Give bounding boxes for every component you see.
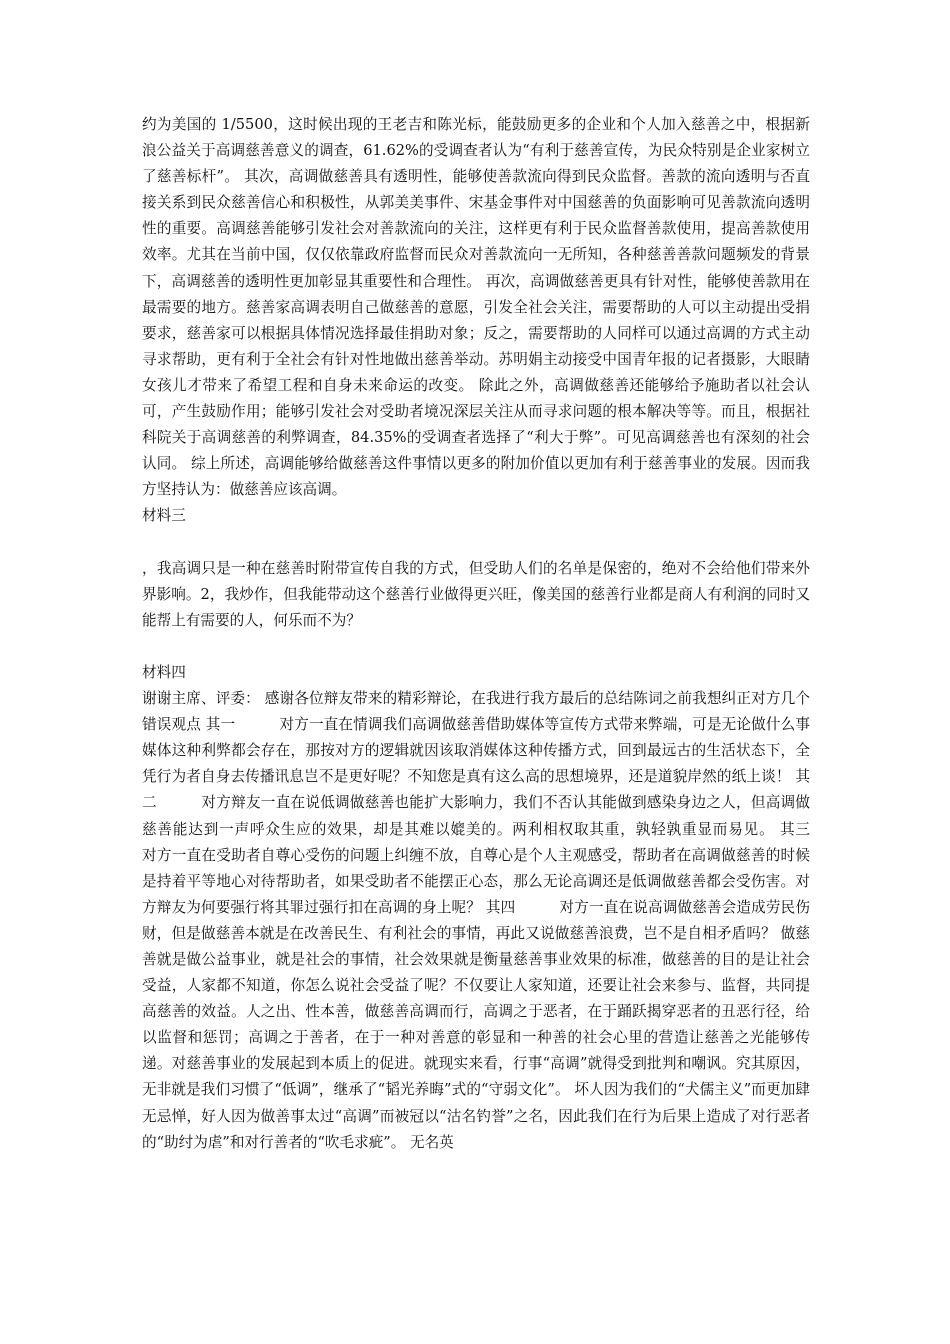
paragraph-material-3: ，我高调只是一种在慈善时附带宣传自我的方式，但受助人们的名单是保密的，绝对不会给他们带来外界影响。2，我炒作，但我能带动这个慈善行业做得更兴旺，像美国的慈善行业都是商人有利润的同时又能帮上有需要的人，何乐而不为？	[142, 559, 810, 629]
paragraph-material-4: 谢谢主席、评委： 感谢各位辩友带来的精彩辩论，在我进行我方最后的总结陈词之前我想纠正对方几个错误观点 其一 对方一直在情调我们高调做慈善借助媒体等宣传方式带来弊端，可是无论做什么事媒体这种利弊都会存在，那按对方的逻辑就因该取消媒体这种传播方式，回到最远古的生活状态下，全凭行为者自身去传播讯息岂不是更好呢？不知您是真有这么高的思想境界，还是道貌岸然的纸上谈！ 其二 对方辩友一直在说低调做慈善也能扩大影响力，我们不否认其能做到感染身边之人，但高调做慈善能达到一声呼众生应的效果，却是其难以媲美的。两利相权取其重，孰轻孰重显而易见。 其三 对方一直在受助者自尊心受伤的问题上纠缠不放，自尊心是个人主观感受，帮助者在高调做慈善的时候是持着平等地心对待帮助者，如果受助者不能摆正心态，那么无论高调还是低调做慈善都会受伤害。对方辩友为何要强行将其罪过强行扣在高调的身上呢？ 其四 对方一直在说高调做慈善会造成劳民伤财，但是做慈善本就是在改善民生、有利社会的事情，再此又说做慈善浪费，岂不是自相矛盾吗？ 做慈善就是做公益事业，就是社会的事情，社会效果就是衡量慈善事业效果的标准，做慈善的目的是让社会受益，人家都不知道，你怎么说社会受益了呢？不仅要让人家知道，还要让社会来参与、监督，共同提高慈善的效益。人之出、性本善，做慈善高调而行，高调之于恶者，在于踊跃揭穿恶者的丑恶行径，给以监督和惩罚；高调之于善者，在于一种对善意的彰显和一种善的社会心里的营造让慈善之光能够传递。对慈善事业的发展起到本质上的促进。就现实来看，行事“高调”就得受到批判和嘲讽。究其原因，无非就是我们习惯了“低调”，继承了“韬光养晦”式的“守弱文化”。 坏人因为我们的“犬儒主义”而更加肆无忌惮，好人因为做善事太过“高调”而被冠以“沽名钓誉”之名，因此我们在行为后果上造成了对行恶者的“助纣为虐”和对行善者的“吹毛求疵”。 无名英	[142, 690, 854, 1151]
blank-line	[142, 634, 810, 660]
section-heading-material-4: 材料四	[142, 663, 186, 681]
document-body	[142, 112, 854, 1156]
section-heading-material-3: 材料三	[142, 507, 186, 525]
blank-line	[142, 530, 810, 556]
paragraph-continued-argument: 约为美国的 1/5500，这时候出现的王老吉和陈光标，能鼓励更多的企业和个人加入慈善之中，根据新浪公益关于高调慈善意义的调查，61.62%的受调查者认为“有利于慈善宣传，为民众特别是企业家树立了慈善标杆”。 其次，高调做慈善具有透明性，能够使善款流向得到民众监督。善款的流向透明与否直接关系到民众慈善信心和积极性，从郭美美事件、宋基金事件对中国慈善的负面影响可见善款流向透明性的重要。高调慈善能够引发社会对善款流向的关注，这样更有利于民众监督善款使用，提高善款使用效率。尤其在当前中国，仅仅依靠政府监督而民众对善款流向一无所知，各种慈善善款问题频发的背景下，高调慈善的透明性更加彰显其重要性和合理性。 再次，高调做慈善更具有针对性，能够使善款用在最需要的地方。慈善家高调表明自己做慈善的意愿，引发全社会关注，需要帮助的人可以主动提出受捐要求，慈善家可以根据具体情况选择最佳捐助对象；反之，需要帮助的人同样可以通过高调的方式主动寻求帮助，更有利于全社会有针对性地做出慈善举动。苏明娟主动接受中国青年报的记者摄影，大眼睛女孩儿才带来了希望工程和自身未来命运的改变。 除此之外，高调做慈善还能够给予施助者以社会认可，产生鼓励作用；能够引发社会对受助者境况深层关注从而寻求问题的根本解决等等。而且，根据社科院关于高调慈善的利弊调查，84.35%的受调查者选择了“利大于弊”。可见高调慈善也有深刻的社会认同。 综上所述，高调能够给做慈善这件事情以更多的附加价值以更加有利于慈善事业的发展。因而我方坚持认为：做慈善应该高调。	[142, 116, 810, 499]
